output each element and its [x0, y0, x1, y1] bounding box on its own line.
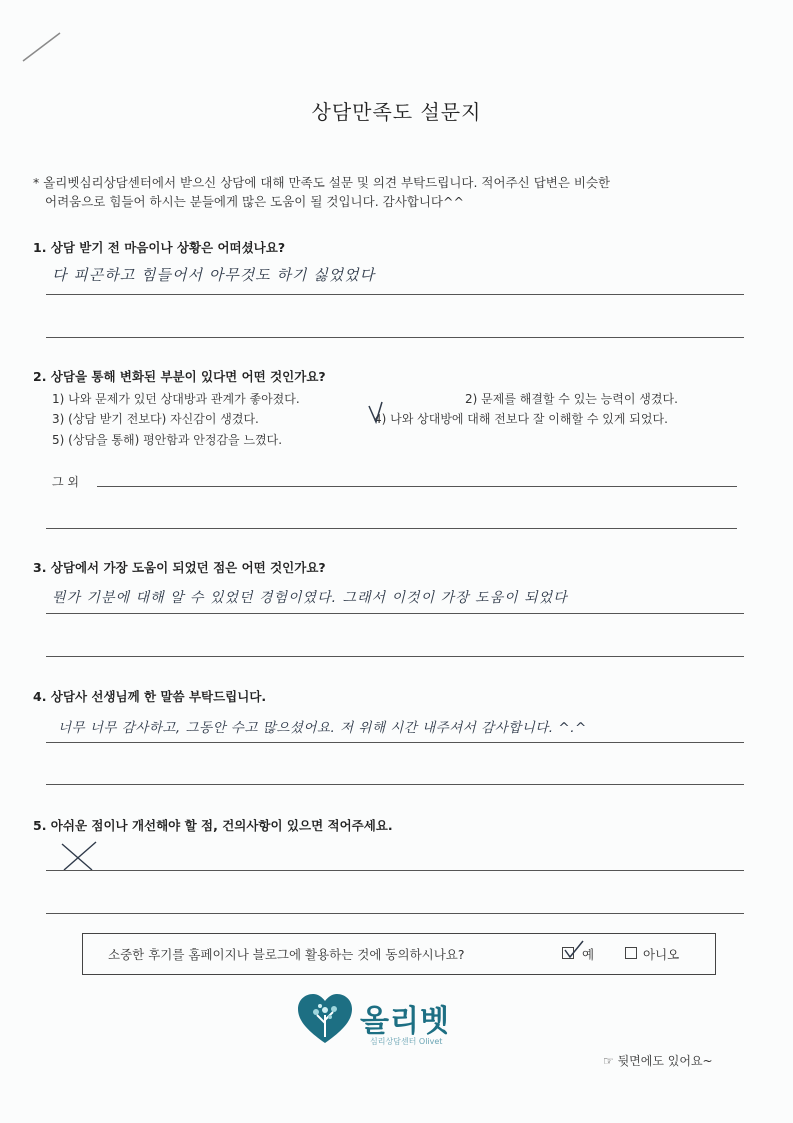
other-line-1 — [97, 486, 737, 487]
answer-5-line-1 — [46, 870, 744, 871]
other-label: 그 외 — [52, 475, 79, 489]
option-5: 5) (상담을 통해) 평안함과 안정감을 느꼈다. — [52, 433, 283, 447]
pen-stroke-mark — [20, 30, 65, 65]
consent-no-label: 아니오 — [643, 947, 680, 962]
option-3: 3) (상담 받기 전보다) 자신감이 생겼다. — [52, 412, 259, 426]
intro-line-2: 어려움으로 힘들어 하시는 분들에게 많은 도움이 될 것입니다. 감사합니다^^ — [45, 194, 464, 209]
other-line-2 — [46, 528, 737, 529]
logo-name: 올리벳 — [360, 1004, 450, 1039]
logo-subtitle: 심리상담센터 Olivet — [370, 1037, 443, 1046]
answer-4-line-1 — [46, 742, 744, 743]
answer-1-line-2 — [46, 337, 744, 338]
answer-4-line-2 — [46, 784, 744, 785]
cross-mark-icon — [56, 838, 100, 874]
option-2: 2) 문제를 해결할 수 있는 능력이 생겼다. — [465, 392, 678, 406]
olivet-heart-tree-logo-icon — [296, 993, 354, 1045]
answer-1-handwriting: 다 피곤하고 힘들어서 아무것도 하기 싫었었다 — [52, 266, 376, 284]
page-title: 상담만족도 설문지 — [311, 100, 482, 124]
consent-yes-label: 예 — [582, 947, 595, 962]
question-1: 1. 상담 받기 전 마음이나 상황은 어떠셨나요? — [33, 240, 286, 255]
question-3: 3. 상담에서 가장 도움이 되었던 점은 어떤 것인가요? — [33, 560, 326, 575]
back-page-note: ☞ 뒷면에도 있어요~ — [603, 1054, 713, 1068]
answer-4-handwriting: 너무 너무 감사하고, 그동안 수고 많으셨어요. 저 위해 시간 내주셔서 감사합니다. ^.^ — [58, 720, 587, 736]
option-4: 4) 나와 상대방에 대해 전보다 잘 이해할 수 있게 되었다. — [374, 412, 668, 426]
checkmark-option-4-icon — [366, 400, 390, 426]
question-2: 2. 상담을 통해 변화된 부분이 있다면 어떤 것인가요? — [33, 369, 326, 384]
intro-line-1: * 올리벳심리상담센터에서 받으신 상담에 대해 만족도 설문 및 의견 부탁드립니다. 적어주신 답변은 비슷한 — [33, 175, 611, 190]
consent-question: 소중한 후기를 홈페이지나 블로그에 활용하는 것에 동의하시나요? — [108, 947, 465, 962]
consent-no-checkbox[interactable] — [625, 947, 637, 959]
question-4: 4. 상담사 선생님께 한 말씀 부탁드립니다. — [33, 689, 267, 704]
answer-3-line-2 — [46, 656, 744, 657]
answer-3-handwriting: 뭔가 기분에 대해 알 수 있었던 경험이였다. 그래서 이것이 가장 도움이 되었다 — [52, 590, 568, 606]
answer-1-line-1 — [46, 294, 744, 295]
question-5: 5. 아쉬운 점이나 개선해야 할 점, 건의사항이 있으면 적어주세요. — [33, 818, 393, 833]
answer-5-line-2 — [46, 913, 744, 914]
option-1: 1) 나와 문제가 있던 상대방과 관계가 좋아졌다. — [52, 392, 300, 406]
answer-3-line-1 — [46, 613, 744, 614]
